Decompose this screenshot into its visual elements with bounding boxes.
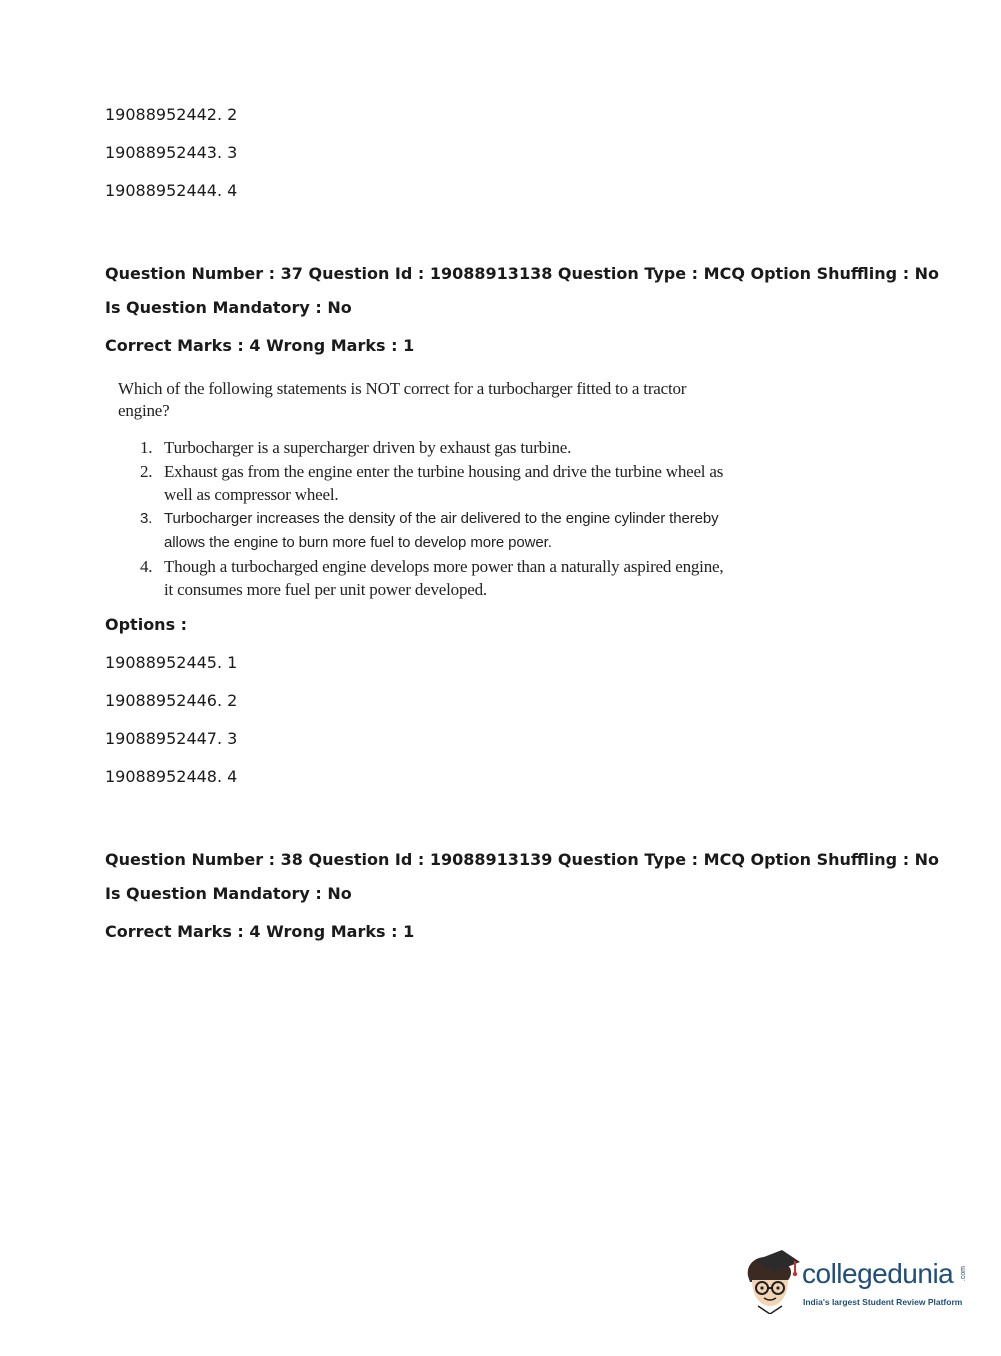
options-label: Options : <box>105 615 188 634</box>
statement-text: Exhaust gas from the engine enter the turbine housing and drive the turbine wheel as well as compressor wheel. <box>164 461 724 504</box>
logo-domain: .com <box>960 1266 967 1282</box>
question-stem: Which of the following statements is NOT correct for a turbocharger fitted to a tractor engine? <box>118 379 687 420</box>
question-header: Question Number : 38 Question Id : 19088913139 Question Type : MCQ Option Shuffling : No <box>105 850 940 869</box>
option-item: 19088952443. 3 <box>105 143 238 162</box>
question-mandatory: Is Question Mandatory : No <box>105 298 352 317</box>
collegedunia-logo <box>742 1250 972 1320</box>
statement-item <box>116 460 724 507</box>
statement-item <box>116 555 724 602</box>
logo-wordmark: collegedunia <box>802 1258 954 1289</box>
statement-number: 3. <box>140 509 153 527</box>
option-item: 19088952448. 4 <box>105 767 238 786</box>
question-marks: Correct Marks : 4 Wrong Marks : 1 <box>105 336 415 355</box>
question-image <box>116 378 736 602</box>
question-header: Question Number : 37 Question Id : 19088913138 Question Type : MCQ Option Shuffling : No <box>105 264 940 283</box>
mascot-icon <box>742 1250 802 1314</box>
option-item: 19088952446. 2 <box>105 691 238 710</box>
statement-number: 4. <box>140 556 153 576</box>
statement-item <box>116 507 724 555</box>
statement-item <box>116 436 736 460</box>
option-item: 19088952442. 2 <box>105 105 238 124</box>
logo-tagline: India's largest Student Review Platform <box>803 1297 963 1307</box>
option-item: 19088952447. 3 <box>105 729 238 748</box>
statement-number: 1. <box>140 438 153 457</box>
statement-text: Turbocharger is a supercharger driven by exhaust gas turbine. <box>164 438 572 457</box>
question-marks: Correct Marks : 4 Wrong Marks : 1 <box>105 922 415 941</box>
question-mandatory: Is Question Mandatory : No <box>105 884 352 903</box>
statement-text: Turbocharger increases the density of the air delivered to the engine cylinder thereby allows the engine to burn more fuel to develop more power. <box>164 509 719 551</box>
option-item: 19088952445. 1 <box>105 653 238 672</box>
statement-text: Though a turbocharged engine develops more power than a naturally aspired engine, it consumes more fuel per unit power developed. <box>164 556 724 599</box>
option-item: 19088952444. 4 <box>105 181 238 200</box>
statement-number: 2. <box>140 461 153 481</box>
